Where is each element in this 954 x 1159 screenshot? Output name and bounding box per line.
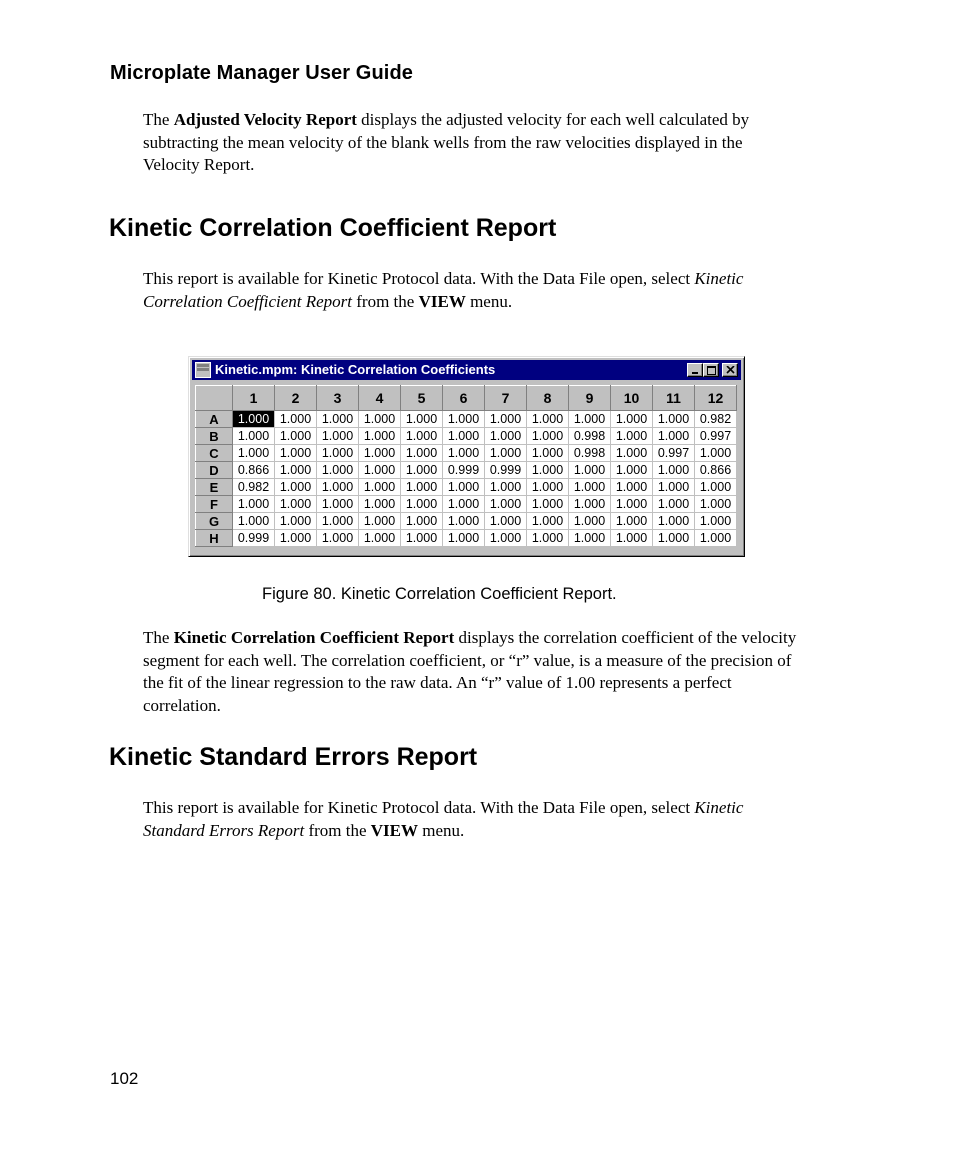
- grid-cell[interactable]: 1.000: [695, 530, 737, 547]
- column-header[interactable]: 12: [695, 386, 737, 411]
- grid-cell[interactable]: 1.000: [527, 496, 569, 513]
- grid-cell[interactable]: 1.000: [443, 428, 485, 445]
- grid-cell[interactable]: 0.998: [569, 428, 611, 445]
- grid-cell[interactable]: 1.000: [233, 496, 275, 513]
- grid-cell[interactable]: 1.000: [611, 479, 653, 496]
- intro-bold-term: Adjusted Velocity Report: [173, 110, 357, 129]
- report-name-bold: Kinetic Correlation Coefficient Report: [173, 628, 455, 647]
- grid-cell[interactable]: 1.000: [485, 411, 527, 428]
- grid-cell[interactable]: 1.000: [401, 462, 443, 479]
- row-header[interactable]: F: [196, 496, 233, 513]
- grid-cell[interactable]: 1.000: [695, 479, 737, 496]
- grid-cell[interactable]: 0.982: [695, 411, 737, 428]
- grid-cell[interactable]: 1.000: [359, 530, 401, 547]
- grid-cell[interactable]: 1.000: [569, 530, 611, 547]
- column-header[interactable]: 4: [359, 386, 401, 411]
- grid-cell[interactable]: 1.000: [653, 513, 695, 530]
- grid-cell[interactable]: 1.000: [317, 462, 359, 479]
- grid-cell[interactable]: 0.982: [233, 479, 275, 496]
- grid-cell[interactable]: 1.000: [611, 462, 653, 479]
- grid-cell[interactable]: 1.000: [359, 513, 401, 530]
- grid-row: [196, 479, 737, 496]
- grid-cell[interactable]: 1.000: [569, 462, 611, 479]
- grid-row: [196, 496, 737, 513]
- grid-cell[interactable]: 1.000: [569, 411, 611, 428]
- page-number: 102: [110, 1069, 139, 1088]
- grid-cell[interactable]: 0.997: [695, 428, 737, 445]
- standard-errors-instructions: This report is available for Kinetic Protocol data. With the Data File open, select Kinetic Standard Errors Report from the VIEW menu.: [143, 798, 744, 840]
- window-title: Kinetic.mpm: Kinetic Correlation Coefficients: [215, 362, 496, 377]
- menu-name: VIEW: [370, 820, 419, 840]
- close-button[interactable]: [722, 363, 738, 377]
- grid-cell[interactable]: 1.000: [317, 411, 359, 428]
- row-header[interactable]: E: [196, 479, 233, 496]
- grid-row: [196, 428, 737, 445]
- grid-cell[interactable]: 1.000: [443, 496, 485, 513]
- grid-corner[interactable]: [196, 386, 233, 411]
- column-header[interactable]: 5: [401, 386, 443, 411]
- grid-cell[interactable]: 1.000: [611, 530, 653, 547]
- grid-cell[interactable]: 1.000: [233, 411, 275, 428]
- grid-cell[interactable]: 1.000: [485, 530, 527, 547]
- running-header: Microplate Manager User Guide: [110, 62, 413, 84]
- grid-cell[interactable]: 1.000: [611, 411, 653, 428]
- grid-cell[interactable]: 1.000: [485, 496, 527, 513]
- grid-cell[interactable]: 1.000: [233, 513, 275, 530]
- grid-cell[interactable]: 1.000: [443, 411, 485, 428]
- grid-cell[interactable]: 1.000: [527, 445, 569, 462]
- column-header[interactable]: 10: [611, 386, 653, 411]
- grid-cell[interactable]: 1.000: [653, 411, 695, 428]
- grid-cell[interactable]: 1.000: [275, 513, 317, 530]
- grid-cell[interactable]: 1.000: [317, 496, 359, 513]
- grid-cell[interactable]: 1.000: [275, 496, 317, 513]
- maximize-button[interactable]: [703, 363, 719, 377]
- grid-cell[interactable]: 0.999: [443, 462, 485, 479]
- grid-cell[interactable]: 1.000: [359, 411, 401, 428]
- row-header[interactable]: H: [196, 530, 233, 547]
- column-header[interactable]: 9: [569, 386, 611, 411]
- section-title-standard-errors: Kinetic Standard Errors Report: [109, 743, 478, 771]
- grid-cell[interactable]: 1.000: [443, 479, 485, 496]
- grid-cell[interactable]: 1.000: [401, 513, 443, 530]
- grid-cell[interactable]: 1.000: [611, 445, 653, 462]
- grid-cell[interactable]: 1.000: [611, 428, 653, 445]
- grid-cell[interactable]: 1.000: [611, 496, 653, 513]
- grid-cell[interactable]: 1.000: [443, 513, 485, 530]
- grid-cell[interactable]: 1.000: [653, 462, 695, 479]
- close-icon: [726, 366, 735, 374]
- grid-cell[interactable]: 0.866: [233, 462, 275, 479]
- row-header[interactable]: A: [196, 411, 233, 428]
- row-header[interactable]: C: [196, 445, 233, 462]
- grid-cell[interactable]: 1.000: [527, 479, 569, 496]
- grid-cell[interactable]: 1.000: [569, 513, 611, 530]
- grid-cell[interactable]: 1.000: [401, 530, 443, 547]
- grid-row: [196, 445, 737, 462]
- menu-item-reference: Kinetic Standard Errors Report: [143, 798, 744, 840]
- grid-cell[interactable]: 1.000: [485, 513, 527, 530]
- grid-cell[interactable]: 1.000: [401, 411, 443, 428]
- grid-cell[interactable]: 1.000: [275, 479, 317, 496]
- grid-cell[interactable]: 0.998: [569, 445, 611, 462]
- column-header[interactable]: 6: [443, 386, 485, 411]
- grid-cell[interactable]: 1.000: [233, 428, 275, 445]
- app-icon[interactable]: [195, 362, 211, 378]
- grid-cell[interactable]: 1.000: [611, 513, 653, 530]
- grid-cell[interactable]: 1.000: [653, 428, 695, 445]
- grid-cell[interactable]: 1.000: [275, 530, 317, 547]
- column-header[interactable]: 11: [653, 386, 695, 411]
- column-header[interactable]: 2: [275, 386, 317, 411]
- grid-cell[interactable]: 0.997: [653, 445, 695, 462]
- grid-cell[interactable]: 1.000: [443, 530, 485, 547]
- column-header[interactable]: 3: [317, 386, 359, 411]
- grid-cell[interactable]: 1.000: [275, 445, 317, 462]
- grid-cell[interactable]: 1.000: [359, 462, 401, 479]
- grid-cell[interactable]: 1.000: [401, 445, 443, 462]
- correlation-description: The Kinetic Correlation Coefficient Report displays the correlation coefficient of the velocity segment for each well. The correlation coefficient, or “r” value, is a measure of the precision of the fit of the linear regression to the raw data. An “r” value of 1.00 represents a perfect correlation.: [143, 628, 797, 715]
- grid-cell[interactable]: 1.000: [569, 479, 611, 496]
- column-header[interactable]: 7: [485, 386, 527, 411]
- grid-cell[interactable]: 1.000: [359, 445, 401, 462]
- grid-row: [196, 411, 737, 428]
- row-header[interactable]: B: [196, 428, 233, 445]
- grid-cell[interactable]: 1.000: [275, 411, 317, 428]
- grid-cell[interactable]: 1.000: [695, 496, 737, 513]
- grid-cell[interactable]: 1.000: [695, 445, 737, 462]
- column-header[interactable]: 1: [233, 386, 275, 411]
- grid-row: [196, 530, 737, 547]
- grid-cell[interactable]: 1.000: [485, 445, 527, 462]
- grid-row: [196, 462, 737, 479]
- grid-cell[interactable]: 1.000: [527, 411, 569, 428]
- grid-cell[interactable]: 1.000: [317, 513, 359, 530]
- grid-cell[interactable]: 1.000: [233, 445, 275, 462]
- grid-cell[interactable]: 1.000: [653, 496, 695, 513]
- column-header[interactable]: 8: [527, 386, 569, 411]
- grid-cell[interactable]: 1.000: [527, 513, 569, 530]
- grid-cell[interactable]: 1.000: [485, 428, 527, 445]
- grid-cell[interactable]: 1.000: [317, 445, 359, 462]
- grid-cell[interactable]: 1.000: [275, 462, 317, 479]
- grid-cell[interactable]: 1.000: [401, 428, 443, 445]
- grid-cell[interactable]: 1.000: [485, 479, 527, 496]
- intro-paragraph: The Adjusted Velocity Report displays the adjusted velocity for each well calculated by subtracting the mean velocity of the blank wells from the raw velocities displayed in the Velocity Report.: [143, 110, 750, 174]
- grid-cell[interactable]: 1.000: [569, 496, 611, 513]
- grid-cell[interactable]: 1.000: [359, 428, 401, 445]
- section-title-correlation: Kinetic Correlation Coefficient Report: [109, 214, 557, 242]
- grid-cell[interactable]: 1.000: [317, 479, 359, 496]
- grid-cell[interactable]: 1.000: [317, 428, 359, 445]
- correlation-grid: [195, 385, 737, 547]
- window-titlebar[interactable]: [192, 360, 741, 380]
- menu-item-reference: Kinetic Correlation Coefficient Report: [143, 269, 744, 311]
- grid-cell[interactable]: 1.000: [695, 513, 737, 530]
- minimize-button[interactable]: [687, 363, 703, 377]
- grid-cell[interactable]: 1.000: [653, 530, 695, 547]
- correlation-instructions: This report is available for Kinetic Protocol data. With the Data File open, select Kinetic Correlation Coefficient Report from the VIEW menu.: [143, 269, 744, 311]
- grid-cell[interactable]: 0.866: [695, 462, 737, 479]
- grid-cell[interactable]: 1.000: [401, 496, 443, 513]
- grid-cell[interactable]: 1.000: [527, 530, 569, 547]
- grid-cell[interactable]: 1.000: [443, 445, 485, 462]
- grid-cell[interactable]: 1.000: [359, 496, 401, 513]
- row-header[interactable]: D: [196, 462, 233, 479]
- menu-name: VIEW: [418, 291, 466, 311]
- grid-cell[interactable]: 1.000: [317, 530, 359, 547]
- report-window: [188, 356, 745, 557]
- grid-cell[interactable]: 0.999: [233, 530, 275, 547]
- grid-cell[interactable]: 1.000: [275, 428, 317, 445]
- grid-cell[interactable]: 0.999: [485, 462, 527, 479]
- grid-cell[interactable]: 1.000: [527, 428, 569, 445]
- figure-caption: Figure 80. Kinetic Correlation Coefficient Report.: [262, 585, 617, 603]
- grid-cell[interactable]: 1.000: [359, 479, 401, 496]
- row-header[interactable]: G: [196, 513, 233, 530]
- grid-row: [196, 513, 737, 530]
- grid-cell[interactable]: 1.000: [401, 479, 443, 496]
- grid-cell[interactable]: 1.000: [653, 479, 695, 496]
- grid-cell[interactable]: 1.000: [527, 462, 569, 479]
